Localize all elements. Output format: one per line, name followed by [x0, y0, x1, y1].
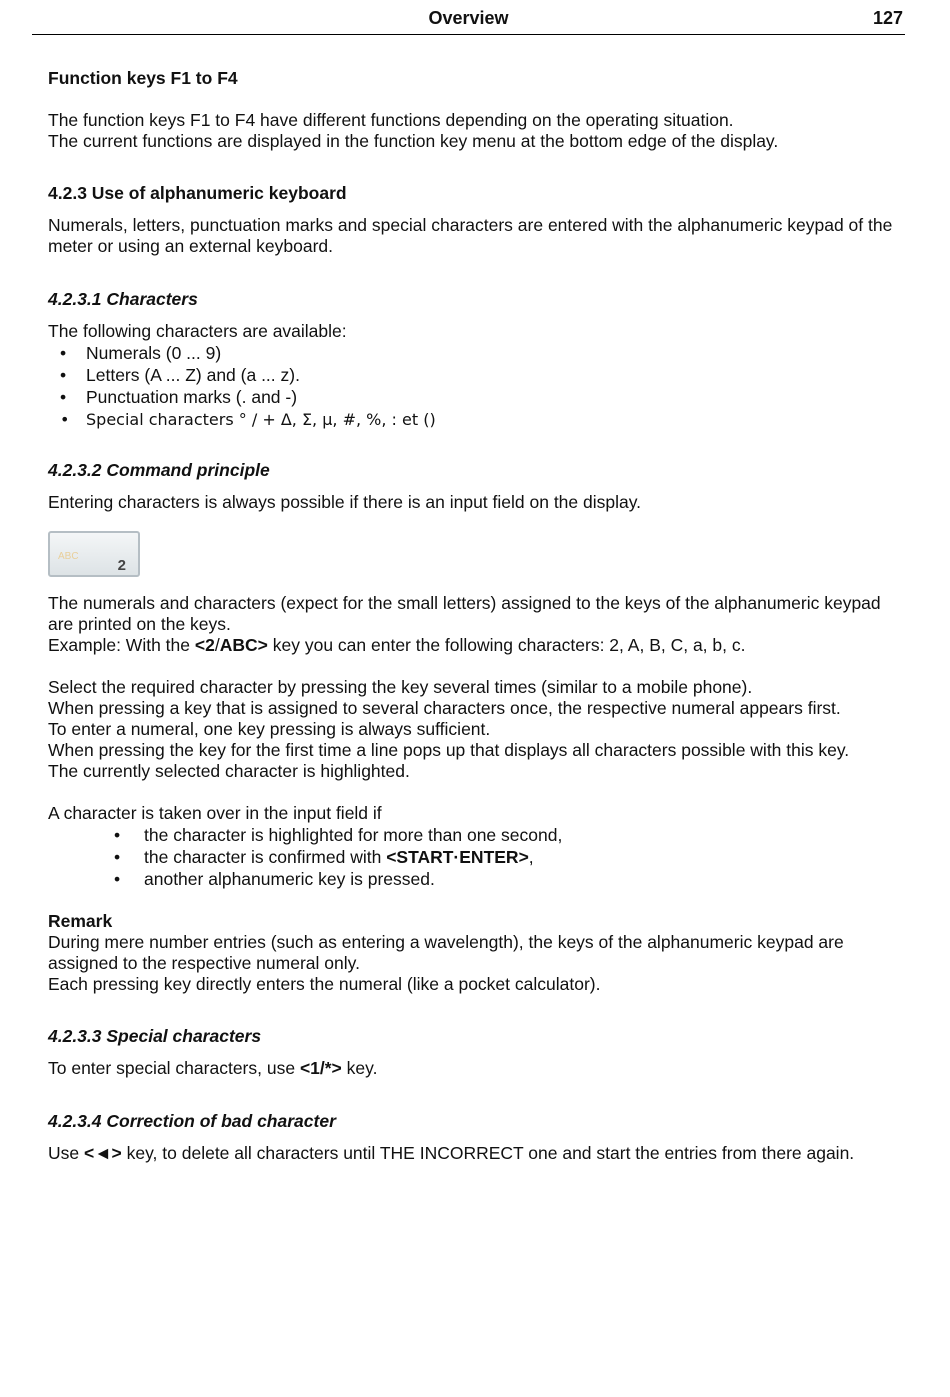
remark-line-2: Each pressing key directly enters the numeral (like a pocket calculator). — [48, 974, 601, 994]
correction-text: Use <◄> key, to delete all characters until THE INCORRECT one and start the entries from there again. — [48, 1143, 855, 1163]
section-4-2-3-3-heading: 4.2.3.3 Special characters — [48, 1026, 262, 1046]
select-line-4: When pressing the key for the first time a line pops up that displays all characters possible with this key. — [48, 740, 850, 760]
list-item: • Letters (A ... Z) and (a ... z). — [48, 365, 908, 386]
page-body — [48, 68, 908, 1164]
characters-list — [48, 343, 908, 430]
select-line-1: Select the required character by pressing the key several times (similar to a mobile phone). — [48, 677, 753, 697]
select-line-5: The currently selected character is highlighted. — [48, 761, 410, 781]
keys-printed-text: The numerals and characters (expect for the small letters) assigned to the keys of the alphanumeric keypad are printed on the keys. — [48, 593, 881, 634]
remark-heading: Remark — [48, 911, 113, 931]
example-line: Example: With the <2/ABC> key you can enter the following characters: 2, A, B, C, a, b, c. — [48, 635, 746, 655]
special-chars-text: To enter special characters, use <1/*> key. — [48, 1058, 378, 1078]
abc-2-key-image — [48, 531, 140, 577]
header-title: Overview — [428, 8, 509, 28]
list-item: • Special characters ° / + Δ, Σ, μ, #, %, : et () — [48, 409, 908, 430]
fkeys-heading: Function keys F1 to F4 — [48, 68, 238, 88]
list-item: • the character is confirmed with <START·ENTER>, — [48, 847, 908, 868]
list-item: • Punctuation marks (. and -) — [48, 387, 908, 408]
section-4-2-3-4-heading: 4.2.3.4 Correction of bad character — [48, 1111, 336, 1131]
section-4-2-3-1-heading: 4.2.3.1 Characters — [48, 289, 198, 309]
command-intro: Entering characters is always possible if there is an input field on the display. — [48, 492, 642, 512]
fkeys-line-1: The function keys F1 to F4 have different functions depending on the operating situation. — [48, 110, 734, 130]
select-line-3: To enter a numeral, one key pressing is always sufficient. — [48, 719, 491, 739]
key-numeral: 2 — [117, 557, 126, 574]
section-4-2-3-2-heading: 4.2.3.2 Command principle — [48, 460, 270, 480]
page-number: 127 — [872, 8, 903, 28]
characters-intro: The following characters are available: — [48, 321, 347, 341]
remark-line-1: During mere number entries (such as entering a wavelength), the keys of the alphanumeric keypad are assigned to the respective numeral only. — [48, 932, 844, 973]
page-header — [32, 4, 905, 35]
list-item: • Numerals (0 ... 9) — [48, 343, 908, 364]
select-line-2: When pressing a key that is assigned to several characters once, the respective numeral appears first. — [48, 698, 841, 718]
list-item: • the character is highlighted for more than one second, — [48, 825, 908, 846]
takeover-list — [48, 825, 908, 890]
key-letters: ABC — [58, 551, 79, 562]
section-4-2-3-text: Numerals, letters, punctuation marks and special characters are entered with the alphanumeric keypad of the meter or using an external keyboard. — [48, 215, 893, 256]
fkeys-line-2: The current functions are displayed in the function key menu at the bottom edge of the display. — [48, 131, 779, 151]
section-4-2-3-heading: 4.2.3 Use of alphanumeric keyboard — [48, 183, 347, 203]
takeover-intro: A character is taken over in the input field if — [48, 803, 382, 823]
list-item: • another alphanumeric key is pressed. — [48, 869, 908, 890]
